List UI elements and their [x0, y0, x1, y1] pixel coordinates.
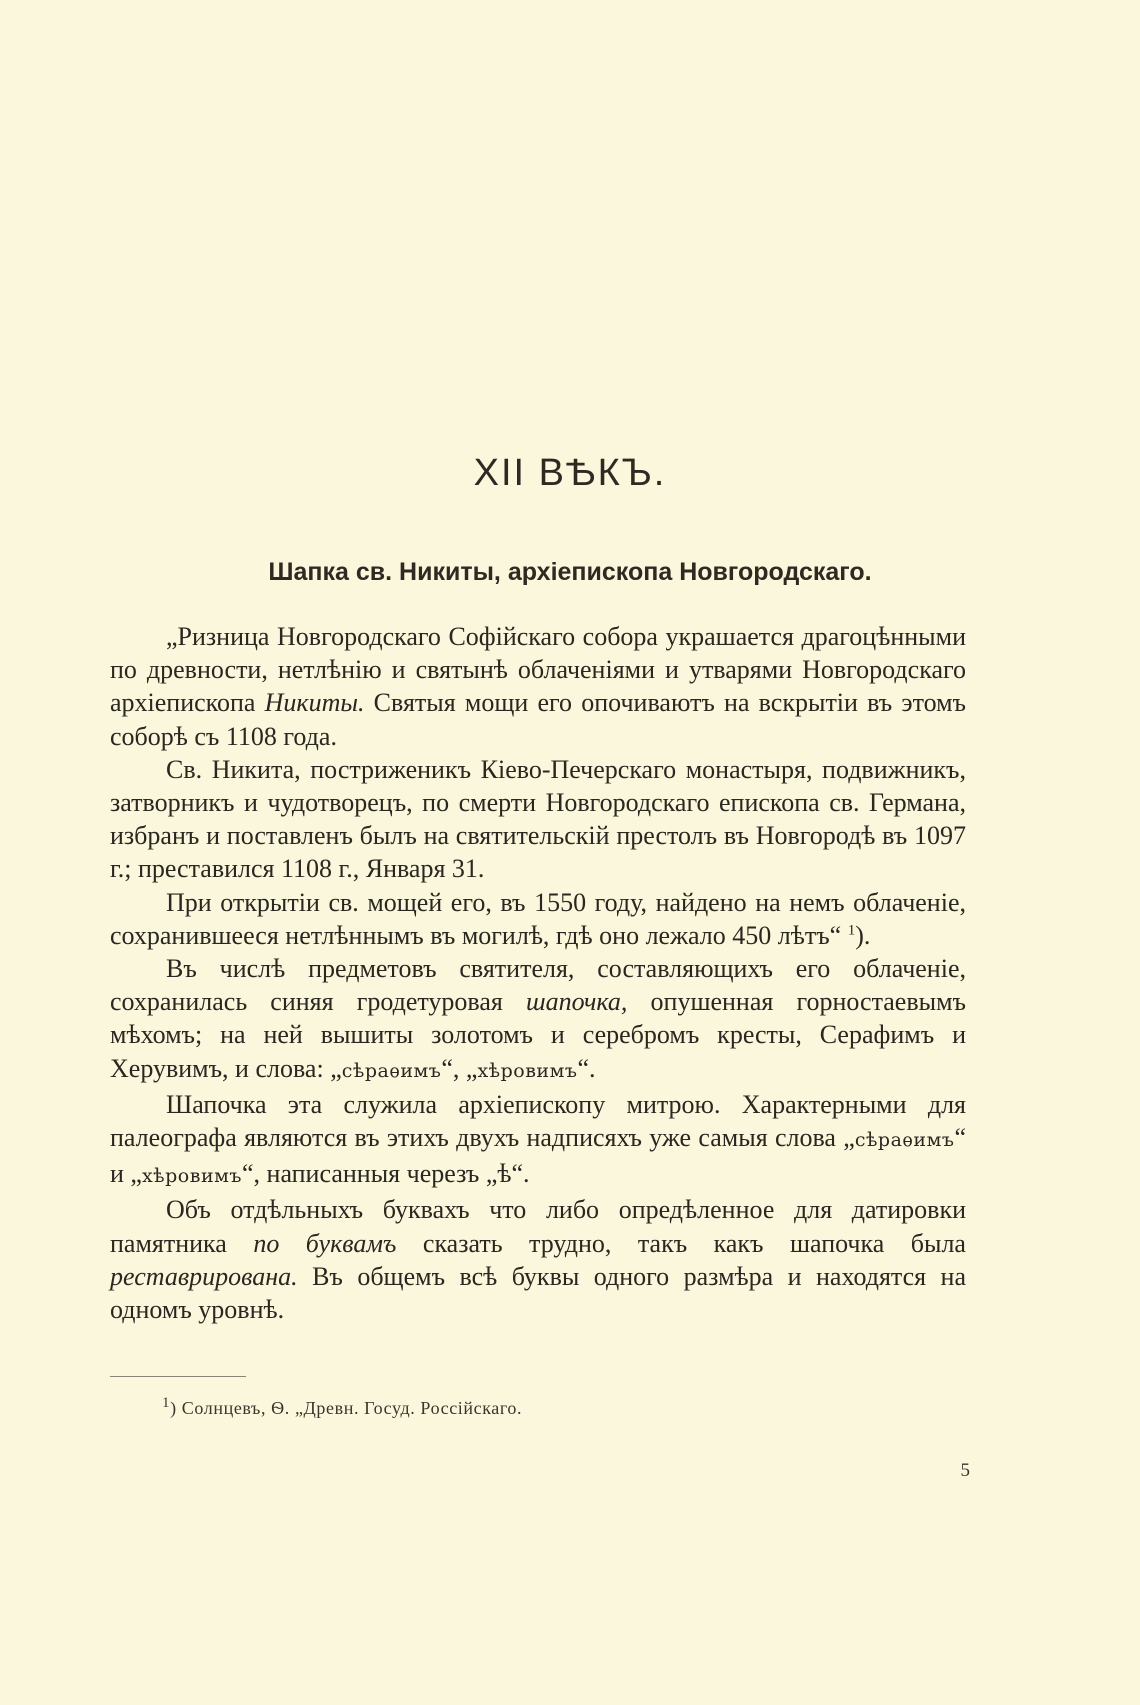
body-text [110, 620, 966, 1326]
footnote-ref: 1 [847, 922, 856, 939]
section-heading: Шапка св. Никиты, архіепископа Новгородскаго. [268, 558, 872, 586]
slavonic-inscription: хѣровимъ [477, 1059, 578, 1082]
paragraph-5: Шапочка эта служила архіепископу митрою. Характерными для палеографа являются въ этихъ двухъ надписяхъ уже самыя слова „сѣраѳимъ“ и „хѣровимъ“, написанныя черезъ „ѣ“. [110, 1089, 966, 1189]
footnote-divider [110, 1376, 246, 1377]
century-title: XII ВѢКЪ. [473, 452, 667, 494]
paragraph-4: Въ числѣ предметовъ святителя, составляющихъ его облаченіе, сохранилась синяя гродетуровая шапочка, опушенная горностаевымъ мѣхомъ; на ней вышиты золотомъ и серебромъ кресты, Серафимъ и Херувимъ, и слова: „сѣраѳимъ“, „хѣровимъ“. [110, 954, 966, 1083]
page-number: 5 [960, 1460, 970, 1481]
paragraph-6: Объ отдѣльныхъ буквахъ что либо опредѣленное для датировки памятника по буквамъ сказать трудно, такъ какъ шапочка была реставрирована. Въ общемъ всѣ буквы одного размѣра и находятся на одномъ уровнѣ. [110, 1195, 966, 1325]
paragraph-2: Св. Никита, постриженикъ Кіево-Печерскаго монастыря, подвижникъ, затворникъ и чудотворецъ, по смерти Новгородскаго епископа св. Германа, избранъ и поставленъ былъ на святительскій престолъ въ Новгородѣ въ 1097 г.; преставился 1108 г., Января 31. [110, 754, 966, 884]
paragraph-3: При открытіи св. мощей его, въ 1550 году, найдено на немъ облаченіе, сохранившееся нетлѣннымъ въ могилѣ, гдѣ оно лежало 450 лѣтъ“ $^1$). [110, 887, 966, 950]
slavonic-inscription: хѣровимъ [141, 1165, 242, 1188]
slavonic-inscription: сѣраѳимъ [341, 1059, 442, 1082]
slavonic-inscription: сѣраѳимъ [854, 1129, 955, 1152]
paragraph-1: „Ризница Новгородскаго Софійскаго собора украшается драгоцѣнными по древности, нетлѣнію и святынѣ облаченіями и утварями Новгородскаго архіепископа Никиты. Святыя мощи его опочиваютъ на вскрытіи въ этомъ соборѣ съ 1108 года. [110, 622, 967, 751]
footnote: $^1$) Солнцевъ, Ѳ. „Древн. Госуд. Россійскаго. [162, 1395, 523, 1418]
footnote-marker: 1 [162, 1395, 171, 1411]
